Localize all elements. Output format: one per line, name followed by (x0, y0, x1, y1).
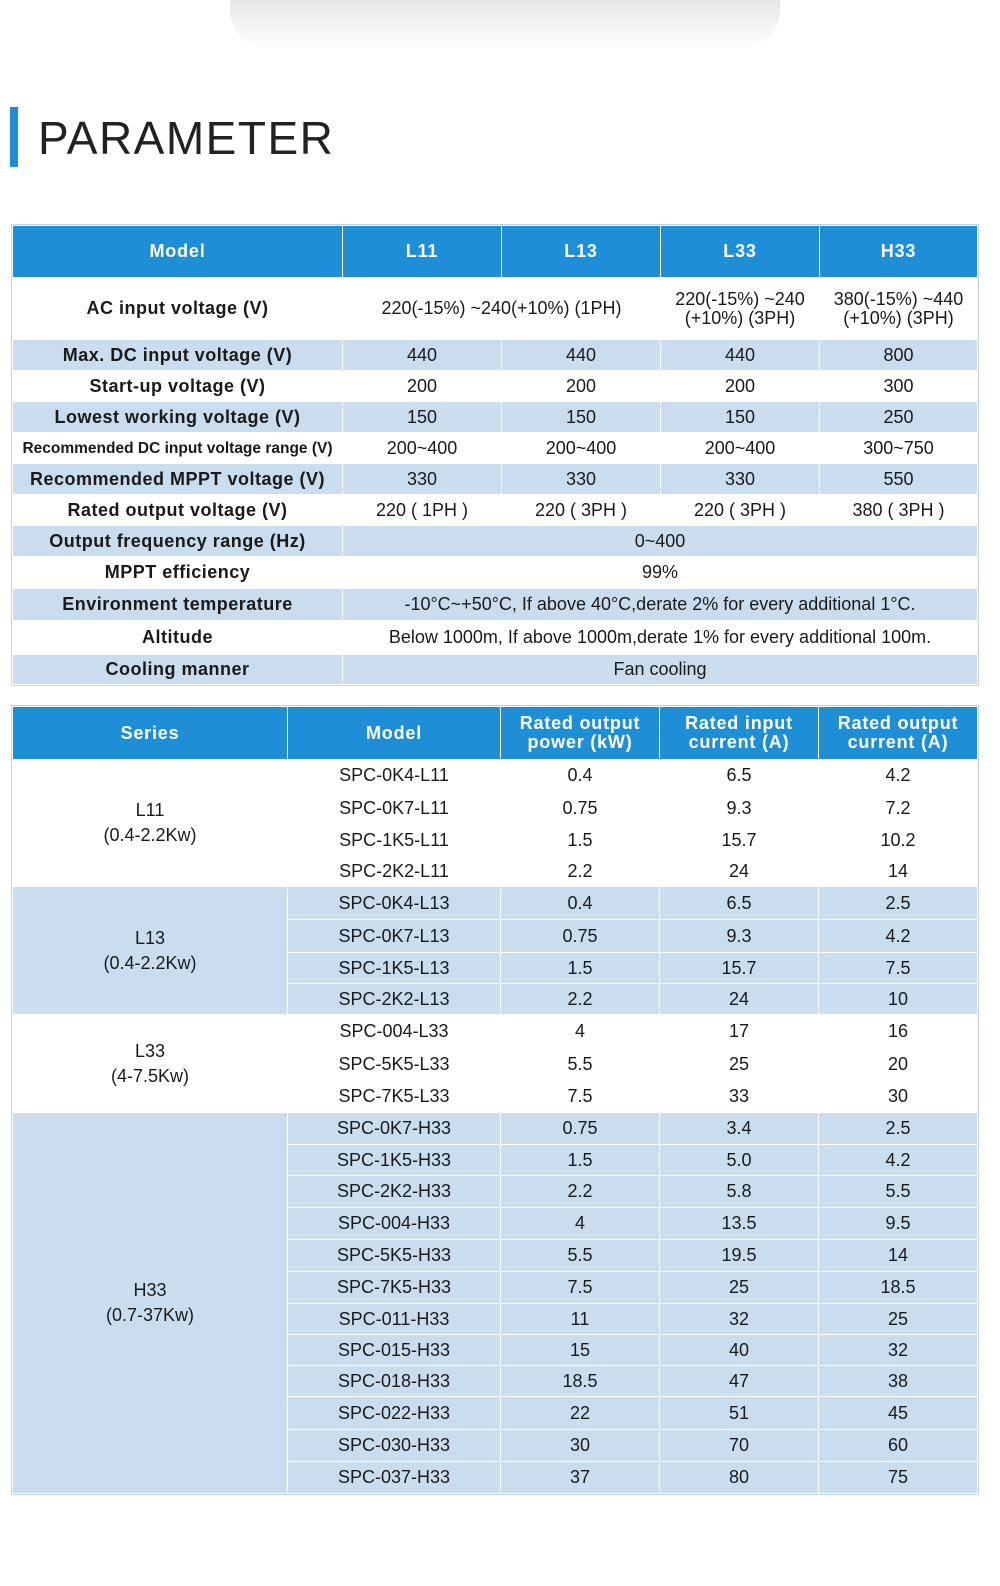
row-value: 0~400 (343, 526, 978, 557)
row-label: Max. DC input voltage (V) (13, 340, 343, 371)
power-cell: 2.2 (501, 856, 660, 887)
row-label: Recommended DC input voltage range (V) (13, 433, 343, 464)
power-cell: 1.5 (501, 953, 660, 984)
series-cell (13, 760, 288, 887)
output-current-cell: 10.2 (819, 825, 978, 856)
row-value: 440 (661, 340, 820, 371)
output-current-cell: 18.5 (819, 1272, 978, 1304)
ac-input-l33 (661, 278, 820, 340)
parameter-row (13, 495, 978, 526)
parameter-row (13, 621, 978, 655)
model-cell: SPC-0K4-L11 (288, 760, 501, 792)
header-line: current (A) (688, 732, 790, 752)
row-value: 99% (343, 557, 978, 589)
output-current-cell: 4.2 (819, 920, 978, 953)
power-cell: 4 (501, 1015, 660, 1048)
input-current-cell: 24 (660, 984, 819, 1015)
model-cell: SPC-2K2-L13 (288, 984, 501, 1015)
model-cell: SPC-1K5-H33 (288, 1145, 501, 1176)
row-value: 250 (820, 402, 978, 433)
power-cell: 1.5 (501, 1145, 660, 1176)
model-cell: SPC-0K4-L13 (288, 887, 501, 920)
input-current-cell: 13.5 (660, 1208, 819, 1240)
output-current-cell: 30 (819, 1081, 978, 1113)
model-cell: SPC-2K2-L11 (288, 856, 501, 887)
row-label: Rated output voltage (V) (13, 495, 343, 526)
model-cell: SPC-004-L33 (288, 1015, 501, 1048)
output-current-cell: 16 (819, 1015, 978, 1048)
output-current-cell: 2.5 (819, 887, 978, 920)
model-cell: SPC-1K5-L11 (288, 825, 501, 856)
series-header-row (13, 707, 978, 760)
input-current-cell: 51 (660, 1397, 819, 1430)
row-value: 300~750 (820, 433, 978, 464)
parameter-row (13, 433, 978, 464)
table-row (13, 1015, 978, 1048)
model-cell: SPC-7K5-H33 (288, 1272, 501, 1304)
output-current-cell: 38 (819, 1366, 978, 1397)
row-value: 220 ( 3PH ) (661, 495, 820, 526)
parameter-row (13, 371, 978, 402)
header-model: Model (288, 707, 501, 760)
top-decoration (230, 0, 780, 50)
power-cell: 22 (501, 1397, 660, 1430)
input-current-cell: 19.5 (660, 1240, 819, 1272)
output-current-cell: 14 (819, 1240, 978, 1272)
input-current-cell: 24 (660, 856, 819, 887)
table-row (13, 887, 978, 920)
title-accent-bar (10, 107, 18, 167)
series-range: (0.7-37Kw) (105, 1305, 195, 1325)
ac-input-row (13, 278, 978, 340)
row-label: Start-up voltage (V) (13, 371, 343, 402)
row-value: 380 ( 3PH ) (820, 495, 978, 526)
row-label: Environment temperature (13, 589, 343, 621)
row-value: -10°C~+50°C, If above 40°C,derate 2% for every additional 1°C. (343, 589, 978, 621)
ac-input-h33 (820, 278, 978, 340)
input-current-cell: 25 (660, 1048, 819, 1081)
model-cell: SPC-037-H33 (288, 1462, 501, 1494)
output-current-cell: 7.5 (819, 953, 978, 984)
model-cell: SPC-2K2-H33 (288, 1176, 501, 1208)
row-value: 330 (343, 464, 502, 495)
model-cell: SPC-5K5-H33 (288, 1240, 501, 1272)
input-current-cell: 80 (660, 1462, 819, 1494)
header-line: Rated output (837, 713, 959, 733)
output-current-cell: 10 (819, 984, 978, 1015)
power-cell: 5.5 (501, 1048, 660, 1081)
series-name: H33 (133, 1280, 167, 1300)
power-cell: 37 (501, 1462, 660, 1494)
parameter-header-row (13, 226, 978, 278)
header-h33: H33 (820, 226, 978, 278)
ac-input-h33-line2: (+10%) (3PH) (843, 307, 954, 328)
parameter-row (13, 340, 978, 371)
row-value: 150 (661, 402, 820, 433)
header-l33: L33 (661, 226, 820, 278)
power-cell: 15 (501, 1335, 660, 1366)
power-cell: 7.5 (501, 1272, 660, 1304)
power-cell: 1.5 (501, 825, 660, 856)
model-cell: SPC-1K5-L13 (288, 953, 501, 984)
output-current-cell: 7.2 (819, 792, 978, 825)
power-cell: 11 (501, 1304, 660, 1335)
input-current-cell: 33 (660, 1081, 819, 1113)
row-value: 220 ( 3PH ) (502, 495, 661, 526)
series-range: (4-7.5Kw) (110, 1065, 190, 1086)
row-value: 200 (661, 371, 820, 402)
row-value: 330 (661, 464, 820, 495)
model-cell: SPC-015-H33 (288, 1335, 501, 1366)
row-value: 200~400 (502, 433, 661, 464)
table-row (13, 760, 978, 792)
header-line: Rated input (685, 713, 793, 733)
model-cell: SPC-0K7-L13 (288, 920, 501, 953)
series-table (12, 706, 978, 1494)
input-current-cell: 40 (660, 1335, 819, 1366)
input-current-cell: 3.4 (660, 1113, 819, 1145)
parameter-row (13, 402, 978, 433)
ac-input-l33-line1: 220(-15%) ~240 (675, 288, 805, 309)
row-label: Cooling manner (13, 655, 343, 685)
header-l11: L11 (343, 226, 502, 278)
header-rated-output-power (501, 707, 660, 760)
input-current-cell: 6.5 (660, 887, 819, 920)
series-name: L11 (135, 800, 165, 820)
output-current-cell: 25 (819, 1304, 978, 1335)
output-current-cell: 45 (819, 1397, 978, 1430)
row-value: 220 ( 1PH ) (343, 495, 502, 526)
parameter-row (13, 557, 978, 589)
input-current-cell: 5.8 (660, 1176, 819, 1208)
output-current-cell: 2.5 (819, 1113, 978, 1145)
header-rated-input-current (660, 707, 819, 760)
input-current-cell: 15.7 (660, 825, 819, 856)
input-current-cell: 70 (660, 1430, 819, 1462)
model-cell: SPC-004-H33 (288, 1208, 501, 1240)
parameter-row (13, 589, 978, 621)
row-value: 200 (502, 371, 661, 402)
output-current-cell: 60 (819, 1430, 978, 1462)
header-line: power (kW) (527, 732, 633, 752)
power-cell: 0.75 (501, 1113, 660, 1145)
parameter-table (12, 225, 978, 685)
power-cell: 0.4 (501, 887, 660, 920)
model-cell: SPC-011-H33 (288, 1304, 501, 1335)
page-title: PARAMETER (38, 112, 335, 164)
input-current-cell: 32 (660, 1304, 819, 1335)
model-cell: SPC-7K5-L33 (288, 1081, 501, 1113)
row-value: 550 (820, 464, 978, 495)
power-cell: 30 (501, 1430, 660, 1462)
series-name: L33 (134, 1040, 166, 1061)
row-label: Recommended MPPT voltage (V) (13, 464, 343, 495)
model-cell: SPC-0K7-L11 (288, 792, 501, 825)
series-cell (13, 1015, 288, 1113)
row-label: MPPT efficiency (13, 557, 343, 589)
input-current-cell: 47 (660, 1366, 819, 1397)
parameter-row (13, 655, 978, 685)
output-current-cell: 9.5 (819, 1208, 978, 1240)
row-value: 150 (343, 402, 502, 433)
table-row (13, 1113, 978, 1145)
power-cell: 2.2 (501, 1176, 660, 1208)
row-value: 300 (820, 371, 978, 402)
row-label: AC input voltage (V) (13, 278, 343, 340)
ac-input-l33-line2: (+10%) (3PH) (684, 307, 796, 328)
header-rated-output-current (819, 707, 978, 760)
output-current-cell: 75 (819, 1462, 978, 1494)
output-current-cell: 32 (819, 1335, 978, 1366)
header-series: Series (13, 707, 288, 760)
input-current-cell: 5.0 (660, 1145, 819, 1176)
row-value: 200 (343, 371, 502, 402)
power-cell: 0.75 (501, 792, 660, 825)
input-current-cell: 25 (660, 1272, 819, 1304)
series-range: (0.4-2.2Kw) (103, 952, 197, 973)
power-cell: 2.2 (501, 984, 660, 1015)
input-current-cell: 15.7 (660, 953, 819, 984)
model-cell: SPC-030-H33 (288, 1430, 501, 1462)
output-current-cell: 4.2 (819, 1145, 978, 1176)
parameter-row (13, 526, 978, 557)
row-value: Below 1000m, If above 1000m,derate 1% for every additional 100m. (343, 621, 978, 655)
row-label: Lowest working voltage (V) (13, 402, 343, 433)
row-value: 200~400 (661, 433, 820, 464)
output-current-cell: 4.2 (819, 760, 978, 792)
power-cell: 5.5 (501, 1240, 660, 1272)
header-model: Model (13, 226, 343, 278)
input-current-cell: 9.3 (660, 920, 819, 953)
model-cell: SPC-0K7-H33 (288, 1113, 501, 1145)
row-value: 800 (820, 340, 978, 371)
row-value: Fan cooling (343, 655, 978, 685)
parameter-row (13, 464, 978, 495)
series-range: (0.4-2.2Kw) (103, 825, 197, 845)
model-cell: SPC-022-H33 (288, 1397, 501, 1430)
row-value: 440 (343, 340, 502, 371)
ac-input-l11-l13: 220(-15%) ~240(+10%) (1PH) (343, 278, 661, 340)
input-current-cell: 6.5 (660, 760, 819, 792)
row-label: Altitude (13, 621, 343, 655)
row-value: 200~400 (343, 433, 502, 464)
series-cell (13, 887, 288, 1015)
power-cell: 0.75 (501, 920, 660, 953)
row-label: Output frequency range (Hz) (13, 526, 343, 557)
input-current-cell: 17 (660, 1015, 819, 1048)
input-current-cell: 9.3 (660, 792, 819, 825)
row-value: 330 (502, 464, 661, 495)
series-name: L13 (134, 927, 166, 948)
power-cell: 18.5 (501, 1366, 660, 1397)
power-cell: 4 (501, 1208, 660, 1240)
header-l13: L13 (502, 226, 661, 278)
output-current-cell: 14 (819, 856, 978, 887)
header-line: Rated output (519, 713, 641, 733)
row-value: 150 (502, 402, 661, 433)
series-cell (13, 1113, 288, 1494)
model-cell: SPC-018-H33 (288, 1366, 501, 1397)
power-cell: 0.4 (501, 760, 660, 792)
row-value: 440 (502, 340, 661, 371)
ac-input-h33-line1: 380(-15%) ~440 (833, 288, 964, 309)
power-cell: 7.5 (501, 1081, 660, 1113)
output-current-cell: 20 (819, 1048, 978, 1081)
model-cell: SPC-5K5-L33 (288, 1048, 501, 1081)
header-line: current (A) (847, 732, 949, 752)
output-current-cell: 5.5 (819, 1176, 978, 1208)
